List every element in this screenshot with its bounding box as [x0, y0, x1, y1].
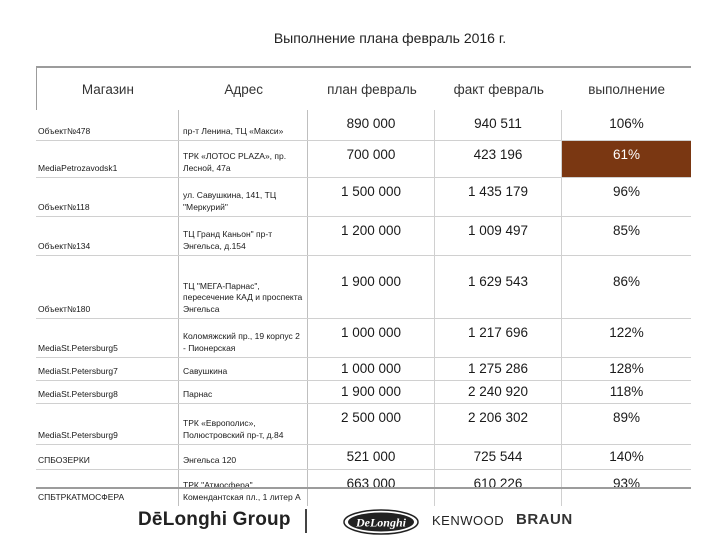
cell-fact: 1 435 179: [435, 178, 562, 216]
cell-shop: Объект№118: [38, 202, 90, 212]
table-header: [36, 68, 691, 110]
cell-done: 128%: [609, 361, 644, 376]
cell-shop: Объект№478: [38, 126, 91, 136]
logo-separator: [305, 509, 307, 533]
brand-logos: [0, 507, 720, 537]
delonghi-group-logo: DēLonghi Group: [138, 509, 291, 530]
delonghi-logo: [343, 509, 419, 540]
cell-done: 140%: [609, 449, 644, 464]
table-row: [36, 110, 691, 141]
cell-plan: 521 000: [308, 445, 435, 469]
cell-done: 85%: [612, 223, 641, 238]
cell-shop: MediaSt.Petersburg9: [38, 430, 118, 440]
header-done: выполнение: [588, 81, 665, 97]
cell-shop: Объект№180: [38, 304, 91, 314]
cell-fact: 610 226: [435, 470, 562, 506]
cell-done-highlighted: 61%: [562, 141, 691, 177]
cell-fact: 1 629 543: [435, 256, 562, 318]
cell-address: ул. Савушкина, 141, ТЦ "Меркурий": [178, 178, 308, 216]
cell-fact: 940 511: [435, 110, 562, 140]
cell-shop: MediaSt.Petersburg5: [38, 343, 118, 353]
header-fact: факт февраль: [453, 81, 544, 97]
cell-shop: СПБТРКАТМОСФЕРА: [38, 492, 125, 502]
cell-address: ТРК "Атмосфера", Комендантская пл., 1 литер А: [178, 470, 308, 506]
cell-plan: 663 000: [308, 470, 435, 506]
table-row: [36, 358, 691, 381]
cell-shop: Объект№134: [38, 241, 91, 251]
cell-plan: 1 200 000: [308, 217, 435, 255]
cell-done: 86%: [612, 274, 641, 289]
table-row: [36, 319, 691, 358]
cell-plan: 1 900 000: [308, 381, 435, 403]
table-row: [36, 404, 691, 445]
table-row: [36, 256, 691, 319]
cell-shop: MediaSt.Petersburg8: [38, 389, 118, 399]
cell-address: ТЦ Гранд Каньон" пр-т Энгельса, д.154: [178, 217, 308, 255]
braun-logo: BRAUN: [516, 511, 573, 528]
table-row: [36, 217, 691, 256]
header-address: Адрес: [224, 81, 263, 97]
cell-shop: MediaSt.Petersburg7: [38, 366, 118, 376]
delonghi-logo-text: DeLonghi: [355, 515, 407, 530]
cell-fact: 2 206 302: [435, 404, 562, 444]
cell-shop: MediaPetrozavodsk1: [38, 163, 118, 173]
cell-done: 93%: [612, 476, 641, 491]
table-row: [36, 381, 691, 404]
cell-address: ТЦ "МЕГА-Парнас", пересечение КАД и проспекта Энгельса: [178, 256, 308, 318]
cell-address: Коломяжский пр., 19 корпус 2 - Пионерская: [178, 319, 308, 357]
header-plan: план февраль: [327, 81, 417, 97]
table-row: [36, 445, 691, 470]
plan-table: [36, 66, 691, 506]
cell-address: ТРК «Европолис», Полюстровский пр-т, д.84: [178, 404, 308, 444]
cell-address: ТРК «ЛОТОС PLAZA», пр. Лесной, 47а: [178, 141, 308, 177]
cell-address: пр-т Ленина, ТЦ «Макси»: [178, 110, 308, 140]
cell-address: Савушкина: [178, 358, 308, 380]
cell-plan: 700 000: [308, 141, 435, 177]
cell-done: 106%: [609, 116, 644, 131]
cell-address: Энгельса 120: [178, 445, 308, 469]
table-row: [36, 141, 691, 178]
cell-fact: 1 217 696: [435, 319, 562, 357]
cell-fact: 725 544: [435, 445, 562, 469]
cell-plan: 1 000 000: [308, 319, 435, 357]
cell-plan: 1 900 000: [308, 256, 435, 318]
cell-done: 89%: [612, 410, 641, 425]
cell-done: 118%: [609, 384, 644, 399]
cell-done: 122%: [609, 325, 644, 340]
cell-fact: 1 275 286: [435, 358, 562, 380]
table-row: [36, 178, 691, 217]
cell-plan: 2 500 000: [308, 404, 435, 444]
cell-done: 96%: [612, 184, 641, 199]
kenwood-logo: KENWOOD: [432, 513, 505, 528]
cell-plan: 1 000 000: [308, 358, 435, 380]
cell-shop: СПБОЗЕРКИ: [38, 455, 90, 465]
cell-fact: 423 196: [435, 141, 562, 177]
footer-divider: [36, 487, 691, 489]
cell-fact: 1 009 497: [435, 217, 562, 255]
cell-plan: 1 500 000: [308, 178, 435, 216]
cell-plan: 890 000: [308, 110, 435, 140]
header-shop: Магазин: [81, 81, 134, 97]
page-title: Выполнение плана февраль 2016 г.: [273, 30, 507, 46]
cell-fact: 2 240 920: [435, 381, 562, 403]
cell-address: Парнас: [178, 381, 308, 403]
